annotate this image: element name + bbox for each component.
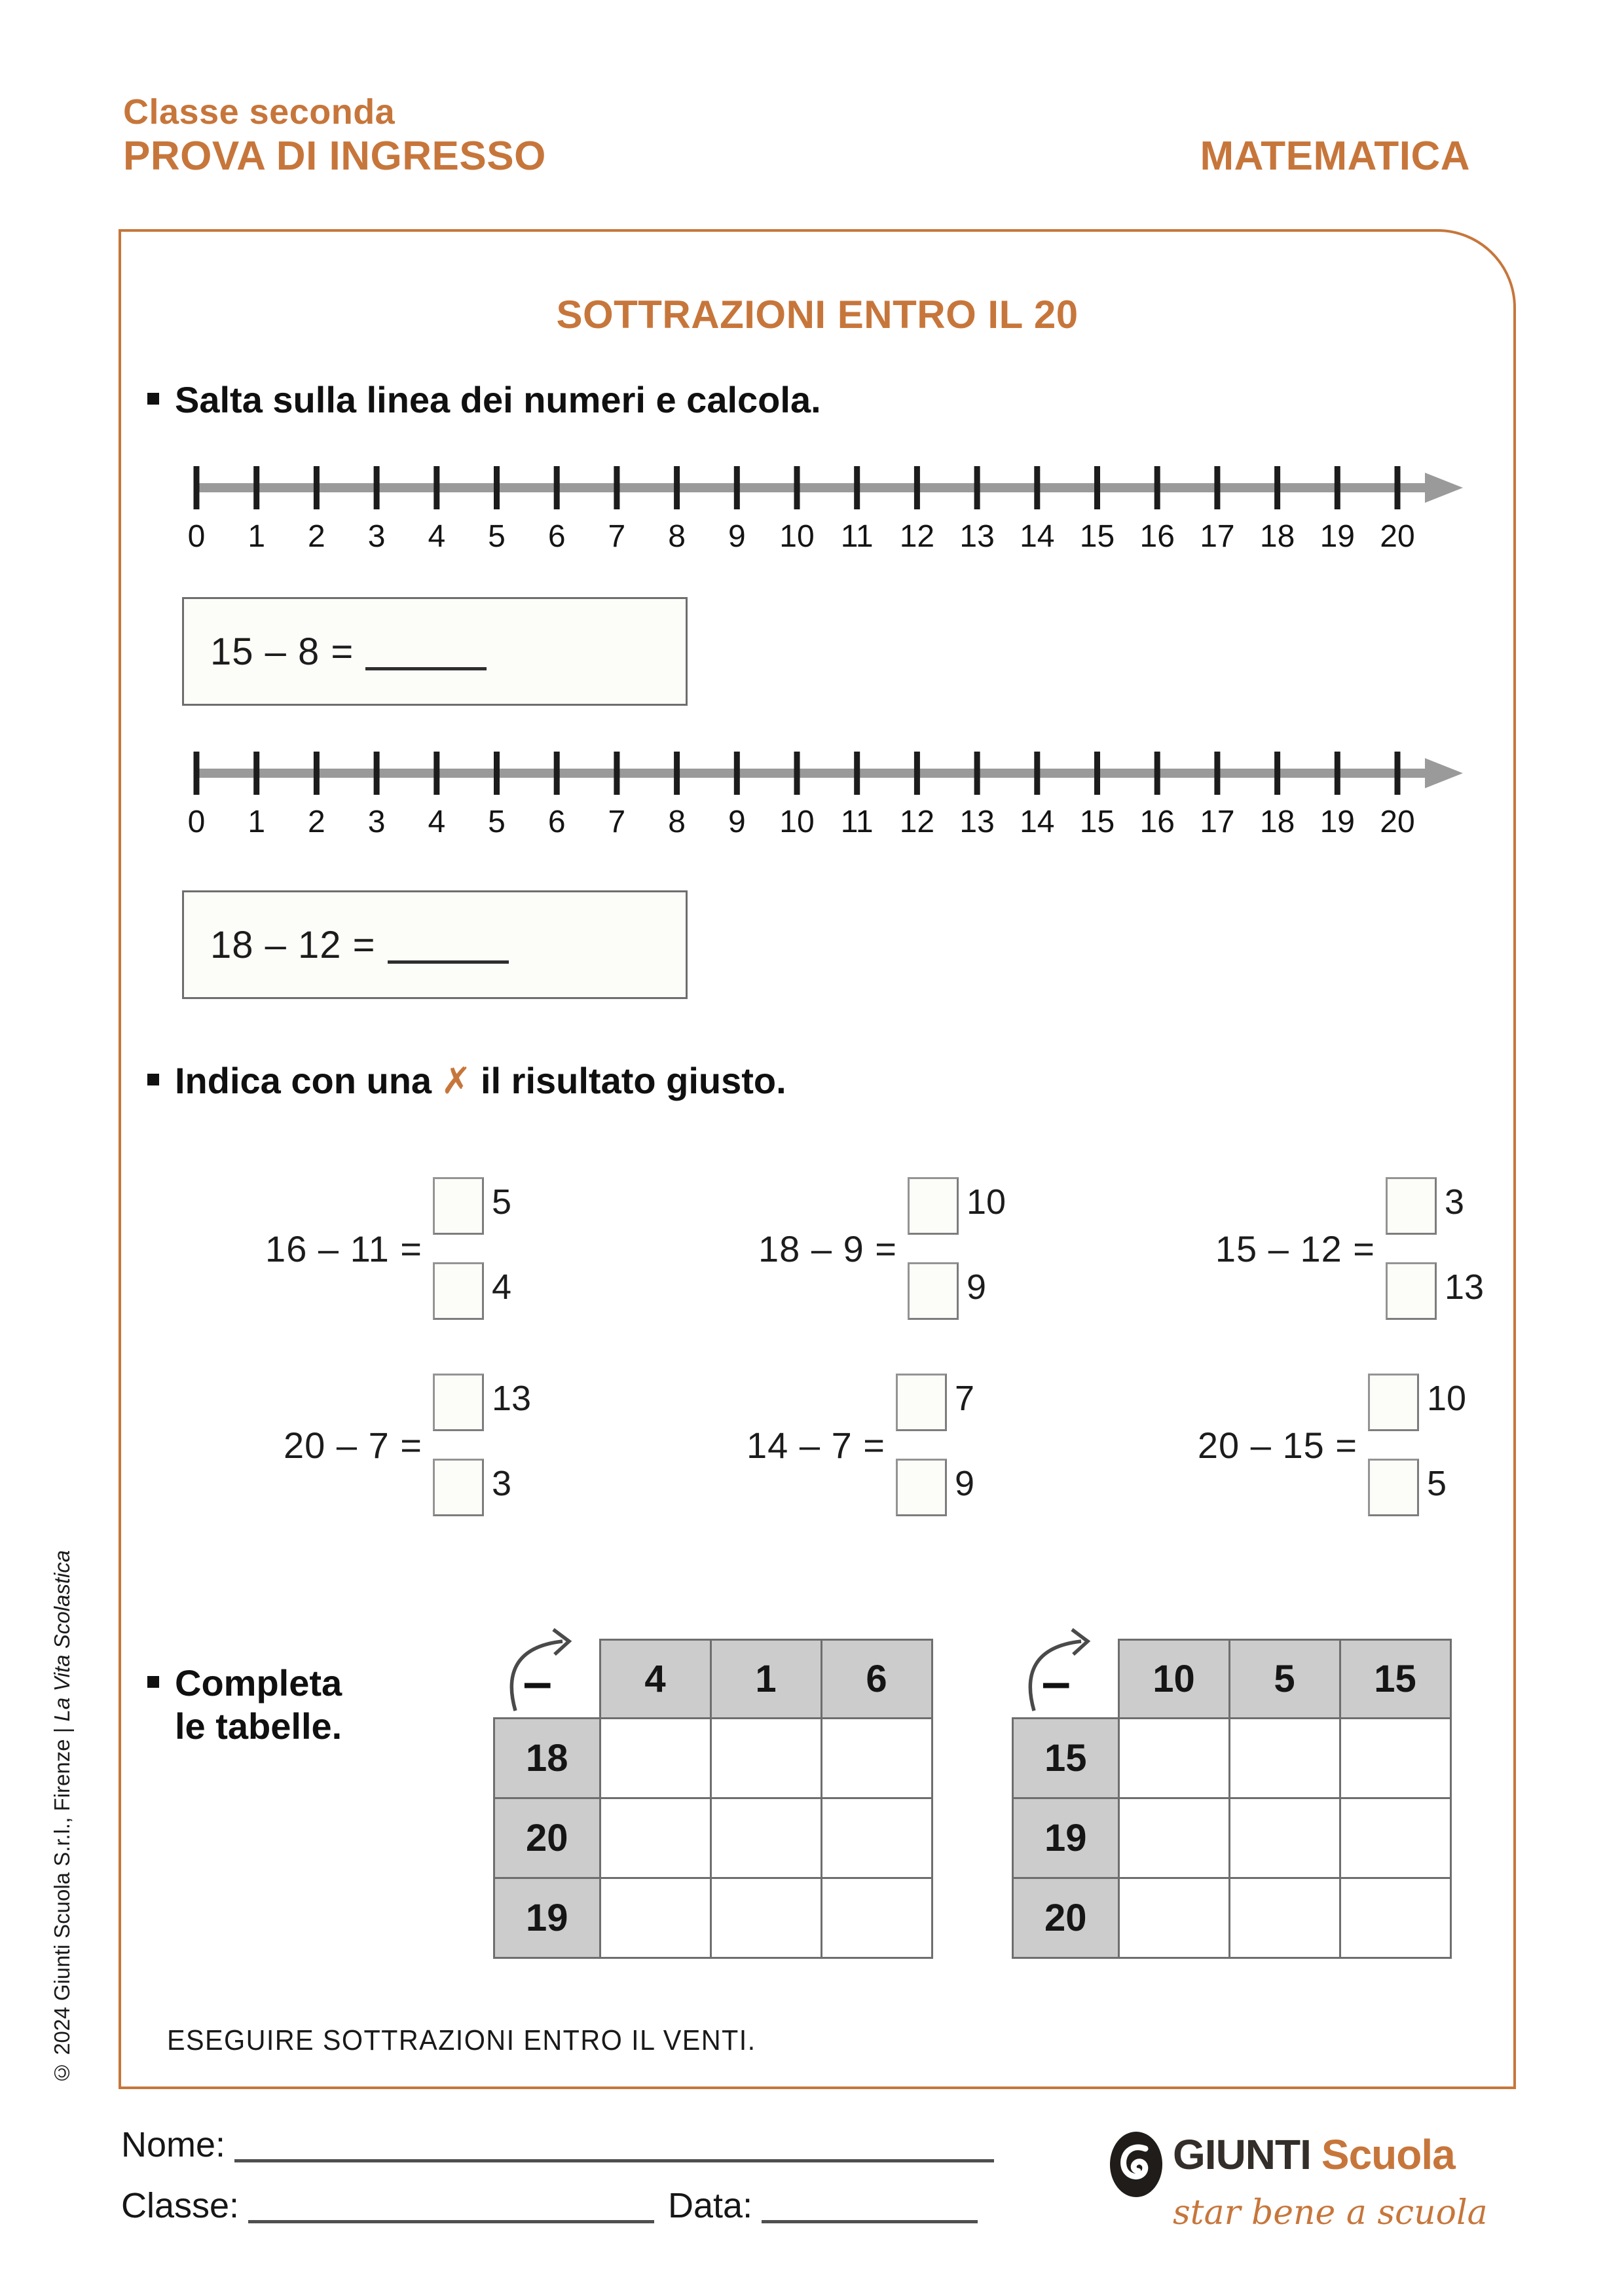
option-row bbox=[908, 1262, 1006, 1320]
number-line-svg bbox=[189, 752, 1466, 796]
number-line bbox=[189, 752, 1472, 850]
problem-expression: 15 – 8 = bbox=[210, 630, 354, 673]
instruction-text: Completa bbox=[175, 1662, 342, 1704]
brand-giunti: GIUNTI bbox=[1173, 2131, 1311, 2178]
option-row bbox=[896, 1459, 974, 1516]
answer-checkbox[interactable] bbox=[433, 1177, 484, 1235]
copyright-publication: La Vita Scolastica bbox=[50, 1550, 74, 1722]
option-label: 4 bbox=[492, 1267, 512, 1307]
number-line-label: 20 bbox=[1380, 805, 1415, 839]
problem-expression: 14 – 7 = bbox=[747, 1424, 885, 1466]
option-row bbox=[433, 1262, 511, 1320]
number-line-label: 19 bbox=[1320, 519, 1355, 554]
number-line-label: 5 bbox=[488, 805, 506, 839]
table-answer-cell[interactable] bbox=[710, 1798, 821, 1878]
number-line-label: 6 bbox=[547, 519, 566, 554]
instruction-text: le tabelle. bbox=[175, 1705, 342, 1747]
option-row bbox=[1368, 1374, 1466, 1431]
table-answer-cell[interactable] bbox=[1340, 1719, 1450, 1798]
number-line-svg bbox=[189, 466, 1466, 511]
subtraction-problem bbox=[707, 1177, 1006, 1320]
table-col-header: 6 bbox=[821, 1640, 932, 1719]
right-arrowhead-icon bbox=[1425, 758, 1463, 788]
answer-blank[interactable] bbox=[365, 667, 487, 670]
option-row bbox=[433, 1177, 511, 1235]
instruction-check-result bbox=[147, 1059, 786, 1102]
number-line-label: 19 bbox=[1320, 805, 1355, 839]
options-column bbox=[1386, 1177, 1484, 1320]
number-line-label: 2 bbox=[308, 805, 325, 839]
table-col-header: 5 bbox=[1229, 1640, 1340, 1719]
answer-checkbox[interactable] bbox=[908, 1177, 959, 1235]
class-label: Classe: bbox=[121, 2186, 240, 2225]
option-label: 9 bbox=[967, 1267, 987, 1307]
subtraction-problem bbox=[695, 1374, 974, 1516]
number-line-label: 7 bbox=[608, 805, 626, 839]
table-answer-cell[interactable] bbox=[710, 1878, 821, 1958]
problem-expression: 18 – 9 = bbox=[758, 1228, 897, 1269]
number-line-label: 13 bbox=[959, 805, 995, 839]
number-line-label: 17 bbox=[1200, 519, 1235, 554]
number-line-label: 9 bbox=[728, 519, 746, 554]
table-row-header: 18 bbox=[494, 1719, 600, 1798]
number-line-label: 16 bbox=[1139, 519, 1175, 554]
answer-checkbox[interactable] bbox=[1368, 1459, 1419, 1516]
problem-expression: 20 – 15 = bbox=[1197, 1424, 1357, 1466]
number-line-label: 0 bbox=[187, 519, 206, 554]
answer-checkbox[interactable] bbox=[433, 1262, 484, 1320]
number-line-label: 2 bbox=[308, 519, 325, 554]
worksheet-title: SOTTRAZIONI ENTRO IL 20 bbox=[556, 293, 1079, 337]
bullet-square-icon bbox=[147, 1676, 159, 1688]
answer-box bbox=[182, 597, 688, 706]
answer-checkbox[interactable] bbox=[1386, 1177, 1437, 1235]
answer-checkbox[interactable] bbox=[896, 1459, 947, 1516]
bullet-square-icon bbox=[147, 393, 159, 405]
name-label: Nome: bbox=[121, 2125, 226, 2164]
operator-arrow-cell bbox=[494, 1640, 600, 1719]
number-line-label: 16 bbox=[1139, 805, 1175, 839]
option-row bbox=[433, 1374, 531, 1431]
instruction-tables bbox=[147, 1662, 342, 1748]
table-row-header: 19 bbox=[494, 1878, 600, 1958]
table-answer-cell[interactable] bbox=[1118, 1878, 1229, 1958]
number-line-label: 15 bbox=[1079, 519, 1115, 554]
number-line-label: 5 bbox=[488, 519, 506, 554]
instruction-number-line bbox=[147, 378, 821, 421]
answer-checkbox[interactable] bbox=[908, 1262, 959, 1320]
option-label: 3 bbox=[1445, 1182, 1465, 1222]
subtraction-table bbox=[1012, 1639, 1452, 1959]
document-type-title: PROVA DI INGRESSO bbox=[123, 134, 546, 179]
copyright-text: © 2024 Giunti Scuola S.r.l., Firenze | bbox=[50, 1721, 74, 2085]
number-line-label: 4 bbox=[428, 805, 446, 839]
bullet-square-icon bbox=[147, 1074, 159, 1085]
minus-operator: – bbox=[1041, 1652, 1071, 1711]
table-row-header: 15 bbox=[1013, 1719, 1119, 1798]
number-line-label: 11 bbox=[840, 805, 874, 839]
answer-checkbox[interactable] bbox=[1386, 1262, 1437, 1320]
option-label: 13 bbox=[492, 1379, 532, 1418]
table-col-header: 1 bbox=[710, 1640, 821, 1719]
number-line-label: 9 bbox=[728, 805, 746, 839]
date-label: Data: bbox=[668, 2186, 753, 2225]
option-label: 13 bbox=[1445, 1267, 1485, 1307]
problem-expression: 15 – 12 = bbox=[1215, 1228, 1375, 1269]
brand-tagline: star bene a scuola bbox=[1173, 2193, 1488, 2232]
table-col-header: 15 bbox=[1340, 1640, 1450, 1719]
number-line-label: 0 bbox=[187, 805, 206, 839]
giunti-g-swirl-icon bbox=[1110, 2132, 1162, 2197]
option-label: 5 bbox=[1427, 1464, 1447, 1503]
number-line bbox=[189, 466, 1472, 564]
option-row bbox=[896, 1374, 974, 1431]
instruction-text: il risultato giusto. bbox=[480, 1060, 786, 1101]
answer-checkbox[interactable] bbox=[1368, 1374, 1419, 1431]
name-write-line[interactable] bbox=[234, 2153, 994, 2162]
table-answer-cell[interactable] bbox=[600, 1798, 710, 1878]
option-label: 10 bbox=[967, 1182, 1006, 1222]
number-line-label: 11 bbox=[840, 519, 874, 554]
table-row-header: 20 bbox=[494, 1798, 600, 1878]
options-column bbox=[433, 1374, 531, 1516]
class-row bbox=[121, 2185, 654, 2226]
number-line-label: 12 bbox=[899, 519, 935, 554]
number-line-label: 8 bbox=[668, 805, 686, 839]
number-line-label: 14 bbox=[1020, 805, 1055, 839]
number-line-label: 15 bbox=[1079, 805, 1115, 839]
number-line-label: 3 bbox=[367, 519, 386, 554]
problem-expression: 16 – 11 = bbox=[265, 1228, 422, 1269]
table-answer-cell[interactable] bbox=[1118, 1719, 1229, 1798]
options-column bbox=[896, 1374, 974, 1516]
table-answer-cell[interactable] bbox=[821, 1719, 932, 1798]
option-label: 9 bbox=[955, 1464, 975, 1503]
options-column bbox=[1368, 1374, 1466, 1516]
answer-checkbox[interactable] bbox=[896, 1374, 947, 1431]
option-row bbox=[908, 1177, 1006, 1235]
name-row bbox=[121, 2124, 994, 2165]
option-row bbox=[1386, 1262, 1484, 1320]
answer-checkbox[interactable] bbox=[433, 1459, 484, 1516]
subtraction-problem bbox=[219, 1374, 531, 1516]
date-write-line[interactable] bbox=[762, 2214, 978, 2223]
table-answer-cell[interactable] bbox=[1229, 1878, 1340, 1958]
option-label: 7 bbox=[955, 1379, 975, 1418]
date-row bbox=[668, 2185, 978, 2226]
table-row-header: 20 bbox=[1013, 1878, 1119, 1958]
number-line-label: 8 bbox=[668, 519, 686, 554]
table-col-header: 4 bbox=[600, 1640, 710, 1719]
subtraction-problem bbox=[196, 1177, 511, 1320]
number-line-label: 10 bbox=[779, 519, 815, 554]
table-answer-cell[interactable] bbox=[1229, 1719, 1340, 1798]
table-answer-cell[interactable] bbox=[821, 1878, 932, 1958]
subtraction-problem bbox=[1149, 1177, 1484, 1320]
number-line-label: 6 bbox=[547, 805, 566, 839]
table-answer-cell[interactable] bbox=[600, 1878, 710, 1958]
class-write-line[interactable] bbox=[248, 2214, 654, 2223]
options-column bbox=[433, 1177, 511, 1320]
number-line-label: 17 bbox=[1200, 805, 1235, 839]
instruction-text: Salta sulla linea dei numeri e calcola. bbox=[175, 379, 821, 420]
table-answer-cell[interactable] bbox=[710, 1719, 821, 1798]
assessment-note: ESEGUIRE SOTTRAZIONI ENTRO IL VENTI. bbox=[167, 2024, 756, 2056]
table-answer-cell[interactable] bbox=[1229, 1798, 1340, 1878]
number-line-label: 4 bbox=[428, 519, 446, 554]
table-answer-cell[interactable] bbox=[1118, 1798, 1229, 1878]
brand-scuola: Scuola bbox=[1321, 2131, 1455, 2178]
number-line-label: 1 bbox=[248, 805, 266, 839]
option-row bbox=[1368, 1459, 1466, 1516]
table-answer-cell[interactable] bbox=[600, 1719, 710, 1798]
copyright-sidebar bbox=[50, 1457, 80, 2085]
table-answer-cell[interactable] bbox=[1340, 1798, 1450, 1878]
subject-label: MATEMATICA bbox=[1200, 134, 1470, 179]
number-line-label: 12 bbox=[899, 805, 935, 839]
option-row bbox=[1386, 1177, 1484, 1235]
option-label: 5 bbox=[492, 1182, 512, 1222]
right-arrowhead-icon bbox=[1425, 473, 1463, 503]
subtraction-problem bbox=[1145, 1374, 1466, 1516]
table-row-header: 19 bbox=[1013, 1798, 1119, 1878]
answer-box bbox=[182, 890, 688, 999]
table-col-header: 10 bbox=[1118, 1640, 1229, 1719]
giunti-scuola-logo bbox=[1110, 2126, 1503, 2244]
table-answer-cell[interactable] bbox=[1340, 1878, 1450, 1958]
minus-operator: – bbox=[523, 1652, 552, 1711]
instruction-text: Indica con una bbox=[175, 1060, 432, 1101]
options-column bbox=[908, 1177, 1006, 1320]
number-line-label: 13 bbox=[959, 519, 995, 554]
number-line-label: 14 bbox=[1020, 519, 1055, 554]
number-line-label: 3 bbox=[367, 805, 386, 839]
number-line-label: 18 bbox=[1259, 519, 1295, 554]
table-answer-cell[interactable] bbox=[821, 1798, 932, 1878]
answer-checkbox[interactable] bbox=[433, 1374, 484, 1431]
x-mark-icon: ✗ bbox=[441, 1060, 471, 1101]
number-line-label: 20 bbox=[1380, 519, 1415, 554]
option-label: 3 bbox=[492, 1464, 512, 1503]
option-row bbox=[433, 1459, 531, 1516]
answer-blank[interactable] bbox=[388, 960, 509, 964]
class-level-label: Classe seconda bbox=[123, 92, 396, 132]
option-label: 10 bbox=[1427, 1379, 1467, 1418]
operator-arrow-cell bbox=[1013, 1640, 1119, 1719]
subtraction-table bbox=[493, 1639, 933, 1959]
number-line-label: 7 bbox=[608, 519, 626, 554]
number-line-label: 18 bbox=[1259, 805, 1295, 839]
problem-expression: 18 – 12 = bbox=[210, 923, 376, 966]
number-line-label: 10 bbox=[779, 805, 815, 839]
number-line-label: 1 bbox=[248, 519, 266, 554]
problem-expression: 20 – 7 = bbox=[284, 1424, 422, 1466]
